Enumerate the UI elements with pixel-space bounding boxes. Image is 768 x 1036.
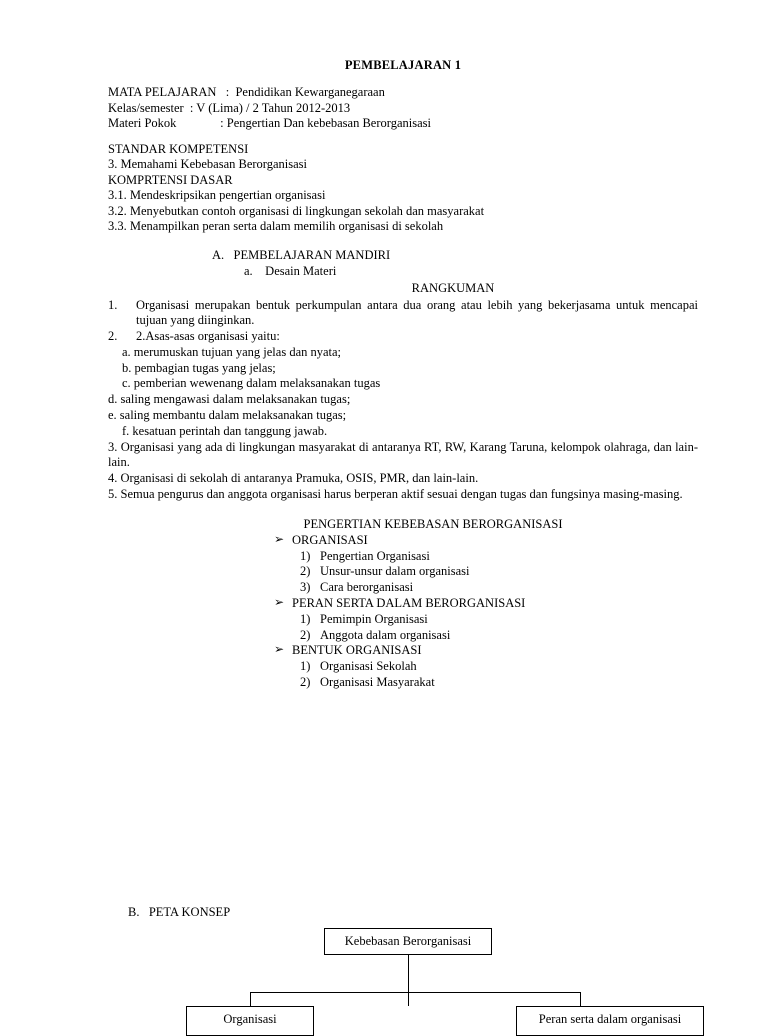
outline-item-organisasi-3-marker: 3) xyxy=(300,580,311,595)
outline-item-organisasi-3 xyxy=(196,580,698,596)
connector-horizontal xyxy=(250,992,580,993)
standar-kompetensi-item: 3. Memahami Kebebasan Berorganisasi xyxy=(108,157,308,171)
meta-mata-pelajaran: MATA PELAJARAN : Pendidikan Kewarganegaraan xyxy=(108,85,385,99)
meta-kelas-semester: Kelas/semester : V (Lima) / 2 Tahun 2012-2013 xyxy=(108,100,351,115)
outline-item-organisasi-1 xyxy=(196,549,698,565)
concept-map xyxy=(0,920,768,1024)
asas-item-e: e. saling membantu dalam melaksanakan tugas; xyxy=(108,408,347,423)
outline-branch-peran-serta xyxy=(196,596,698,612)
outline-item-bentuk-2 xyxy=(196,675,698,691)
connector-right-vertical xyxy=(580,992,581,1006)
outline-item-peran-1-marker: 1) xyxy=(300,611,311,626)
connector-left-vertical xyxy=(250,992,251,1006)
rangkuman-heading: RANGKUMAN xyxy=(411,280,495,295)
rangkuman-list xyxy=(108,298,698,503)
outline-branch-peran-serta-label: PERAN SERTA DALAM BERORGANISASI xyxy=(292,596,526,611)
outline-branch-organisasi-label: ORGANISASI xyxy=(292,532,368,547)
page-title: PEMBELAJARAN 1 xyxy=(344,58,462,72)
rangkuman-item-4: 4. Organisasi di sekolah di antaranya Pramuka, OSIS, PMR, dan lain-lain. xyxy=(108,471,479,486)
outline-item-peran-2-marker: 2) xyxy=(300,627,311,642)
asas-item-c: c. pemberian wewenang dalam melaksanakan tugas xyxy=(122,376,381,391)
outline-item-organisasi-2-marker: 2) xyxy=(300,564,311,579)
kompetensi-dasar-item-2: 3.2. Menyebutkan contoh organisasi di lingkungan sekolah dan masyarakat xyxy=(108,203,485,218)
rangkuman-item-3: 3. Organisasi yang ada di lingkungan masyarakat di antaranya RT, RW, Karang Taruna, kelompok olahraga, dan lain-lain. xyxy=(108,439,698,470)
meta-materi-pokok: Materi Pokok : Pengertian Dan kebebasan Berorganisasi xyxy=(108,116,431,130)
rangkuman-item-2-number: 2. xyxy=(108,329,118,344)
outline-item-peran-1-label: Pemimpin Organisasi xyxy=(320,611,428,626)
rangkuman-item-2-text: 2.Asas-asas organisasi yaitu: xyxy=(136,329,280,344)
rangkuman-item-5: 5. Semua pengurus dan anggota organisasi harus berperan aktif sesuai dengan tugas dan fungsinya masing-masing. xyxy=(108,487,683,502)
outline-item-bentuk-1-marker: 1) xyxy=(300,659,311,674)
outline-item-organisasi-2 xyxy=(196,564,698,580)
concept-map-right-node: Peran serta dalam organisasi xyxy=(516,1006,704,1036)
outline-item-bentuk-1 xyxy=(196,659,698,675)
document-body xyxy=(108,58,698,691)
outline-branch-organisasi xyxy=(196,533,698,549)
concept-map-left-node: Organisasi xyxy=(186,1006,314,1036)
outline-item-organisasi-1-marker: 1) xyxy=(300,548,311,563)
asas-item-a: a. merumuskan tujuan yang jelas dan nyata; xyxy=(122,344,342,359)
rangkuman-item-1-text: Organisasi merupakan bentuk perkumpulan antara dua orang atau lebih yang bekerjasama untuk mencapai tujuan yang diinginkan. xyxy=(136,297,698,328)
arrow-bullet-icon: ➢ xyxy=(274,642,285,657)
outline-item-peran-2-label: Anggota dalam organisasi xyxy=(320,627,451,642)
outline-item-organisasi-2-label: Unsur-unsur dalam organisasi xyxy=(320,564,470,579)
section-a xyxy=(212,247,698,279)
rangkuman-item-2 xyxy=(108,329,698,345)
rangkuman-item-1 xyxy=(108,298,698,330)
concept-map-root-node: Kebebasan Berorganisasi xyxy=(324,928,492,955)
asas-item-f: f. kesatuan perintah dan tanggung jawab. xyxy=(122,423,328,438)
outline-item-peran-2 xyxy=(196,628,698,644)
kompetensi-dasar-item-3: 3.3. Menampilkan peran serta dalam memilih organisasi di sekolah xyxy=(108,219,444,233)
outline-item-peran-1 xyxy=(196,612,698,628)
connector-root-vertical xyxy=(408,955,409,1006)
standar-kompetensi-heading: STANDAR KOMPETENSI xyxy=(108,141,249,156)
arrow-bullet-icon: ➢ xyxy=(274,531,285,546)
outline-branch-bentuk-label: BENTUK ORGANISASI xyxy=(292,643,422,658)
outline-item-bentuk-1-label: Organisasi Sekolah xyxy=(320,659,417,674)
rangkuman-item-1-number: 1. xyxy=(108,297,118,312)
outline-item-organisasi-1-label: Pengertian Organisasi xyxy=(320,548,430,563)
section-a-sub: a. Desain Materi xyxy=(244,263,337,278)
kompetensi-dasar-item-1: 3.1. Mendeskripsikan pengertian organisasi xyxy=(108,188,326,202)
spacer xyxy=(108,132,698,142)
kompetensi-dasar-heading: KOMPRTENSI DASAR xyxy=(108,172,233,187)
pengertian-heading: PENGERTIAN KEBEBASAN BERORGANISASI xyxy=(303,516,563,531)
outline-item-organisasi-3-label: Cara berorganisasi xyxy=(320,580,414,595)
outline-branch-bentuk xyxy=(196,643,698,659)
section-b-heading: B. PETA KONSEP xyxy=(128,905,231,919)
arrow-bullet-icon: ➢ xyxy=(274,595,285,610)
outline-item-bentuk-2-label: Organisasi Masyarakat xyxy=(320,675,435,690)
asas-item-d: d. saling mengawasi dalam melaksanakan tugas; xyxy=(108,392,351,407)
outline-item-bentuk-2-marker: 2) xyxy=(300,675,311,690)
outline-tree xyxy=(196,533,698,691)
section-a-heading: A. PEMBELAJARAN MANDIRI xyxy=(212,247,391,262)
asas-item-b: b. pembagian tugas yang jelas; xyxy=(122,360,276,375)
